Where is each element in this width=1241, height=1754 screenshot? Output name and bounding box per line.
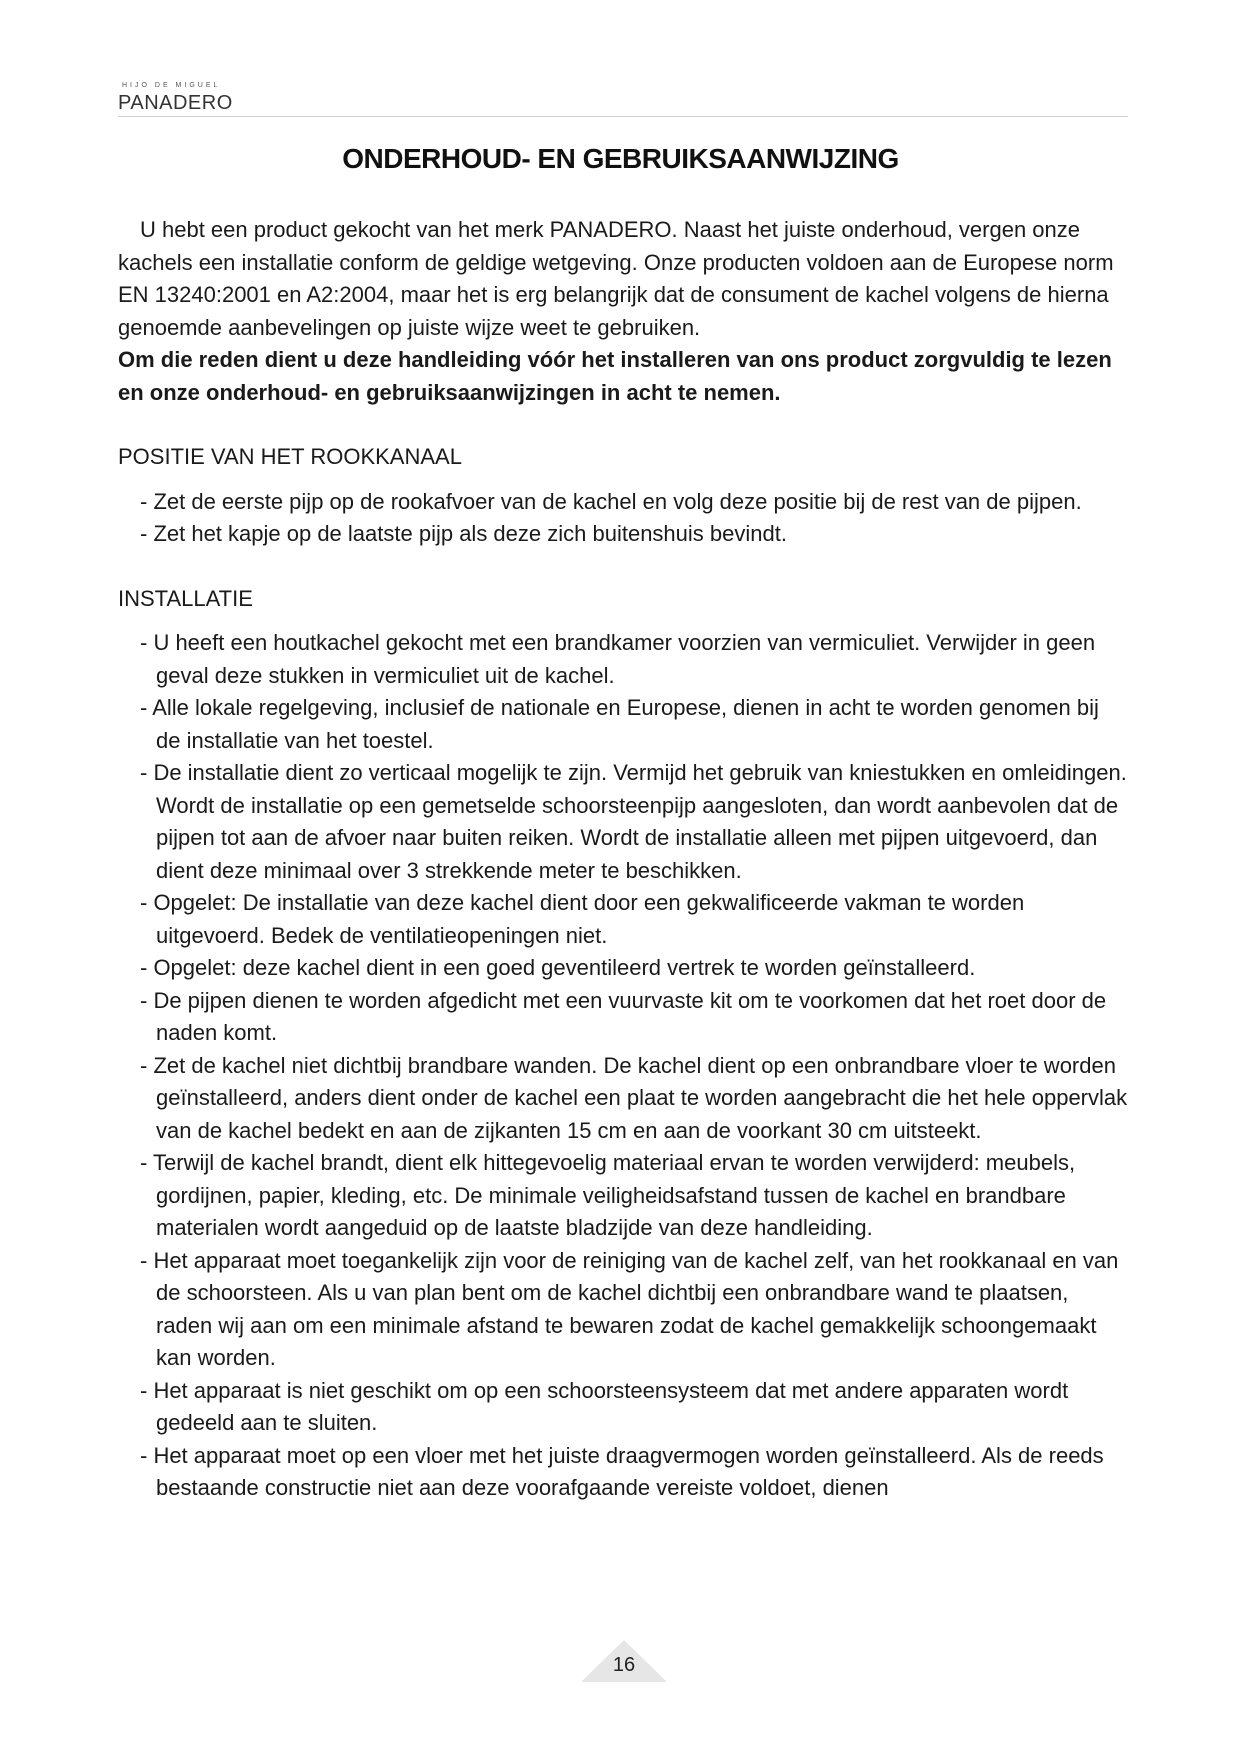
list-item: - Opgelet: De installatie van deze kachel dient door een gekwalificeerde vakman te worden uitgevoerd. Bedek de ventilatieopeningen niet. bbox=[140, 890, 1025, 948]
list-item: - Zet de eerste pijp op de rookafvoer van de kachel en volg deze positie bij de rest van de pijpen. bbox=[140, 488, 1082, 514]
list-item: - Het apparaat moet op een vloer met het juiste draagvermogen worden geïnstalleerd. Als de reeds bestaande constructie niet aan deze voorafgaande vereiste voldoet, dienen bbox=[140, 1442, 1104, 1500]
installatie-list bbox=[118, 627, 1128, 1505]
document-body bbox=[118, 214, 1128, 1505]
list-item: - Opgelet: deze kachel dient in een goed geventileerd vertrek te worden geïnstalleerd. bbox=[140, 955, 976, 980]
brand-logo: PANADERO bbox=[118, 92, 233, 114]
list-item: - Zet de kachel niet dichtbij brandbare wanden. De kachel dient op een onbrandbare vloer te worden geïnstalleerd, anders dient onder de kachel een plaat te worden aangebracht die het hele oppervlak van de kachel bedekt en aan de zijkanten 15 cm en aan de voorkant 30 cm uitsteekt. bbox=[140, 1052, 1128, 1143]
page-number: 16 bbox=[612, 1654, 636, 1676]
section-title-rookkanaal: POSITIE VAN HET ROOKKANAAL bbox=[118, 444, 462, 469]
list-item: - U heeft een houtkachel gekocht met een brandkamer voorzien van vermiculiet. Verwijder in geen geval deze stukken in vermiculiet uit de kachel. bbox=[140, 630, 1096, 688]
intro-bold-paragraph: Om die reden dient u deze handleiding vóór het installeren van ons product zorgvuldig te lezen en onze onderhoud- en gebruiksaanwijzingen in acht te nemen. bbox=[118, 347, 1112, 405]
page-number-marker bbox=[581, 1640, 667, 1682]
list-item: - Alle lokale regelgeving, inclusief de nationale en Europese, dienen in acht te worden genomen bij de installatie van het toestel. bbox=[140, 695, 1099, 753]
section-title-installatie: INSTALLATIE bbox=[118, 585, 253, 611]
list-item: - Het apparaat moet toegankelijk zijn voor de reiniging van de kachel zelf, van het rookkanaal en van de schoorsteen. Als u van plan bent om de kachel dichtbij een onbrandbare wand te plaatsen, raden wij aan om een minimale afstand te bewaren zodat de kachel gemakkelijk schoongemaakt kan worden. bbox=[140, 1247, 1119, 1370]
list-item: - Zet het kapje op de laatste pijp als deze zich buitenshuis bevindt. bbox=[140, 521, 787, 546]
brand-tagline: HIJO DE MIGUEL bbox=[122, 82, 221, 89]
list-item: - Terwijl de kachel brandt, dient elk hittegevoelig materiaal ervan te worden verwijderd: meubels, gordijnen, papier, kleding, etc. De minimale veiligheidsafstand tussen de kachel en brandbare materialen wordt aangeduid op de laatste bladzijde van deze handleiding. bbox=[140, 1150, 1076, 1240]
list-item: - Het apparaat is niet geschikt om op een schoorsteensysteem dat met andere apparaten wordt gedeeld aan te sluiten. bbox=[140, 1377, 1069, 1435]
page-title: ONDERHOUD- EN GEBRUIKSAANWIJZING bbox=[342, 143, 899, 174]
page-header bbox=[118, 78, 1128, 117]
list-item: - De installatie dient zo verticaal mogelijk te zijn. Vermijd het gebruik van kniestukken en omleidingen. Wordt de installatie op een gemetselde schoorsteenpijp aangesloten, dan wordt aanbevolen dat de pijpen tot aan de afvoer naar buiten reiken. Wordt de installatie alleen met pijpen uitgevoerd, dan dient deze minimaal over 3 strekkende meter te beschikken. bbox=[140, 760, 1127, 883]
rookkanaal-list bbox=[118, 486, 1128, 551]
list-item: - De pijpen dienen te worden afgedicht met een vuurvaste kit om te voorkomen dat het roet door de naden komt. bbox=[140, 987, 1107, 1045]
intro-paragraph: U hebt een product gekocht van het merk PANADERO. Naast het juiste onderhoud, vergen onze kachels een installatie conform de geldige wetgeving. Onze producten voldoen aan de Europese norm EN 13240:2001 en A2:2004, maar het is erg belangrijk dat de consument de kachel volgens de hierna genoemde aanbevelingen op juiste wijze weet te gebruiken. bbox=[118, 217, 1114, 340]
